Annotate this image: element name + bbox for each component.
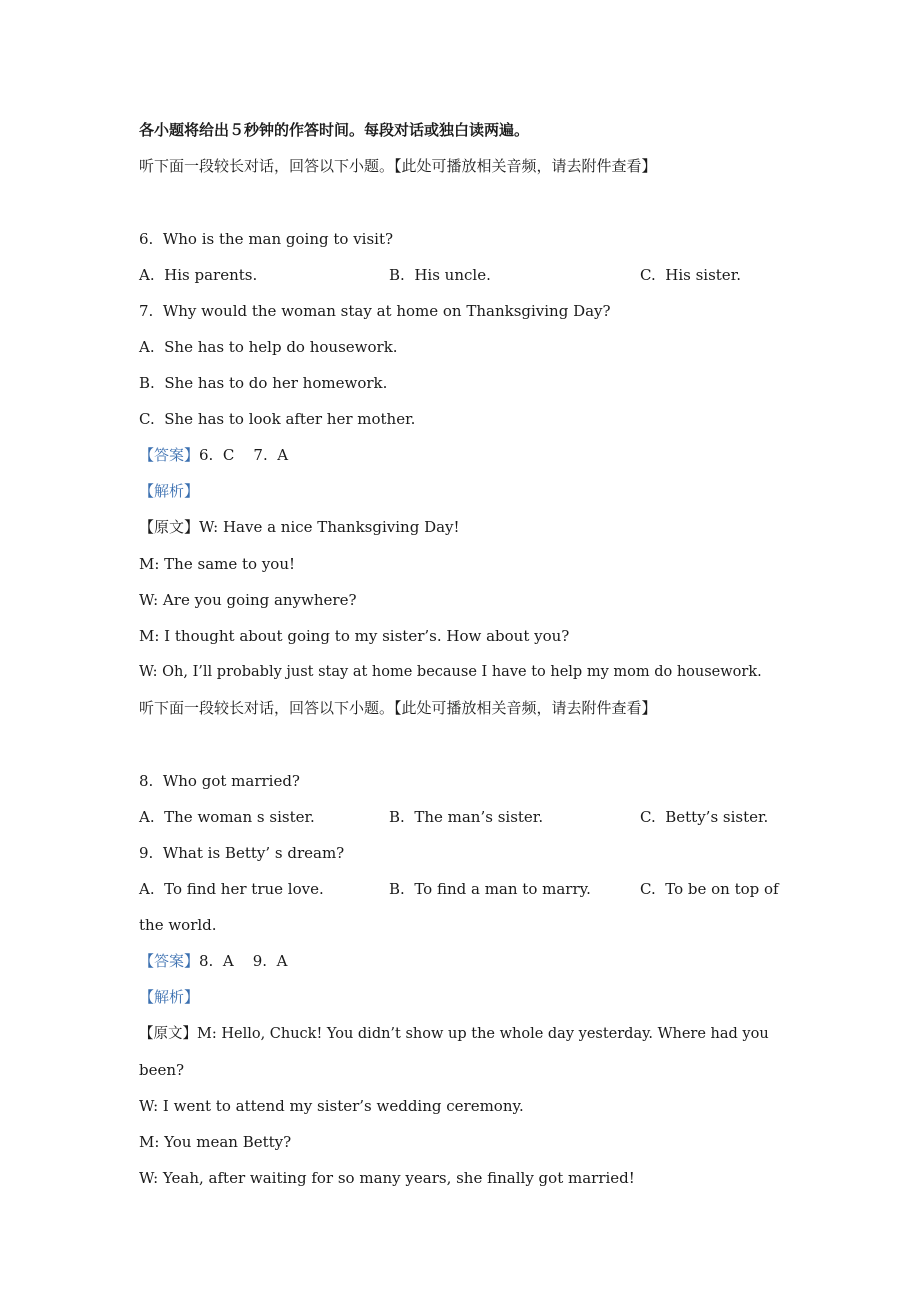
answer-text: 8. A 9. A	[199, 952, 288, 970]
answer-tag: 【答案】	[139, 446, 200, 464]
q8-question: 8. Who got married?	[139, 772, 300, 790]
transcript-line: been?	[139, 1061, 185, 1079]
analysis-tag: 【解析】	[139, 988, 200, 1006]
transcript-line: M: You mean Betty?	[139, 1133, 292, 1151]
q9-question: 9. What is Betty’ s dream?	[139, 844, 345, 862]
instruction-text: 各小题将给出５秒钟的作答时间。每段对话或独白读两遍。	[139, 121, 530, 139]
transcript-line: W: I went to attend my sister’s wedding ceremony.	[139, 1097, 524, 1115]
transcript-line: M: I thought about going to my sister’s. How about you?	[139, 627, 570, 645]
q9-option-a: A. To find her true love.	[139, 880, 324, 898]
q8-option-a: A. The woman s sister.	[139, 808, 315, 826]
transcript-text: W: Have a nice Thanksgiving Day!	[199, 518, 460, 536]
q6-option-b: B. His uncle.	[389, 266, 491, 284]
original-tag: 【原文】	[139, 518, 200, 536]
q6-question: 6. Who is the man going to visit?	[139, 230, 394, 248]
section1-intro: 听下面一段较长对话，回答以下小题。【此处可播放相关音频，请去附件查看】	[139, 157, 657, 175]
transcript-line	[139, 1024, 769, 1044]
q6-option-a: A. His parents.	[139, 266, 258, 284]
q9-option-b: B. To find a man to marry.	[389, 880, 591, 898]
q6-option-c: C. His sister.	[640, 266, 741, 284]
answer-text: 6. C 7. A	[199, 446, 289, 464]
section2-intro: 听下面一段较长对话，回答以下小题。【此处可播放相关音频，请去附件查看】	[139, 699, 657, 717]
q8-option-b: B. The man’s sister.	[389, 808, 544, 826]
q7-option-a: A. She has to help do housework.	[139, 338, 398, 356]
q9-option-c-continued: the world.	[139, 916, 217, 934]
transcript-line: M: The same to you!	[139, 555, 296, 573]
q9-option-c: C. To be on top of	[640, 880, 779, 898]
q8-option-c: C. Betty’s sister.	[640, 808, 769, 826]
transcript-line: W: Oh, I’ll probably just stay at home because I have to help my mom do housework.	[139, 664, 762, 680]
analysis-tag: 【解析】	[139, 482, 200, 500]
transcript-text: M: Hello, Chuck! You didn’t show up the whole day yesterday. Where had you	[197, 1026, 769, 1042]
transcript-line: W: Yeah, after waiting for so many years, she finally got married!	[139, 1169, 635, 1187]
original-tag: 【原文】	[139, 1026, 197, 1042]
transcript-line	[139, 517, 460, 537]
answer-tag: 【答案】	[139, 952, 200, 970]
q7-option-b: B. She has to do her homework.	[139, 374, 388, 392]
answer-line-1	[139, 445, 288, 465]
transcript-line: W: Are you going anywhere?	[139, 591, 357, 609]
q7-option-c: C. She has to look after her mother.	[139, 410, 416, 428]
q7-question: 7. Why would the woman stay at home on Thanksgiving Day?	[139, 302, 611, 320]
answer-line-2	[139, 951, 287, 971]
